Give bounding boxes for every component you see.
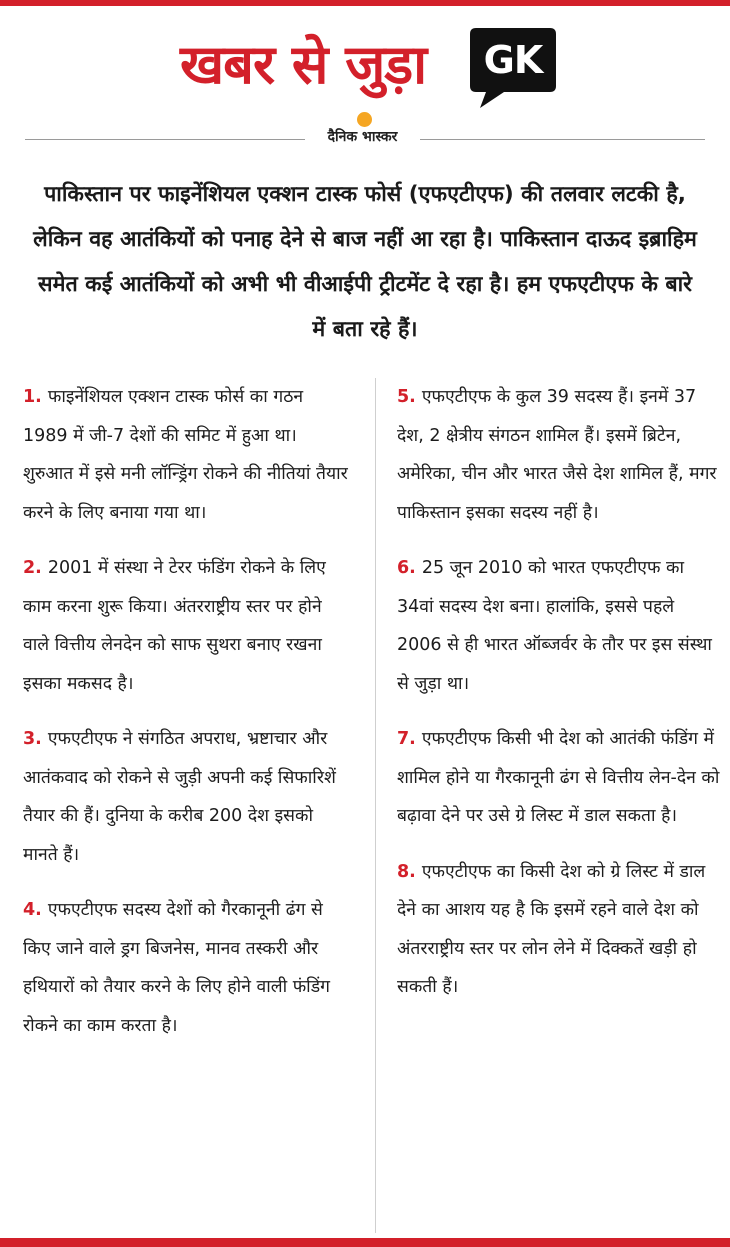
sun-dot-icon [357,112,372,127]
header [0,22,730,112]
gk-badge-label: GK [483,38,543,82]
fact-item [397,378,722,532]
fact-text: फाइनेंशियल एक्शन टास्क फोर्स का गठन 1989 में जी-7 देशों की समिट में हुआ था। शुरुआत में इसे मनी लॉन्ड्रिंग रोकने की नीतियां तैयार करने के लिए बनाया गया था। [23,387,348,523]
fact-text: एफएटीएफ सदस्य देशों को गैरकानूनी ढंग से किए जाने वाले ड्रग बिजनेस, मानव तस्करी और हथियारों को तैयार करने के लिए होने वाली फंडिंग रोकने का काम करता है। [23,900,330,1036]
fact-number: 7. [397,729,416,749]
fact-text: 25 जून 2010 को भारत एफएटीएफ का 34वां सदस्य देश बना। हालांकि, इससे पहले 2006 से ही भारत ऑब्जर्वर के तौर पर इस संस्था से जुड़ा था। [397,558,712,694]
fact-text: एफएटीएफ का किसी देश को ग्रे लिस्ट में डाल देने का आशय यह है कि इसमें रहने वाले देश को अंतरराष्ट्रीय स्तर पर लोन लेने में दिक्कतें खड़ी हो सकती हैं। [397,861,706,997]
divider-right [420,139,705,140]
divider-left [25,139,305,140]
fact-text: एफएटीएफ ने संगठित अपराध, भ्रष्टाचार और आतंकवाद को रोकने से जुड़ी अपनी कई सिफारिशें तैयार की हैं। दुनिया के करीब 200 देश इसको मानते हैं। [23,729,336,865]
fact-item [23,720,348,874]
fact-text: एफएटीएफ के कुल 39 सदस्य हैं। इनमें 37 देश, 2 क्षेत्रीय संगठन शामिल हैं। इसमें ब्रिटेन, अमेरिका, चीन और भारत जैसे देश शामिल हैं, मगर पाकिस्तान इसका सदस्य नहीं है। [397,387,717,523]
fact-number: 2. [23,558,42,578]
fact-number: 3. [23,729,42,749]
gk-badge [470,28,556,108]
brand-logo [305,112,420,152]
fact-item [397,853,722,1007]
intro-paragraph: पाकिस्तान पर फाइनेंशियल एक्शन टास्क फोर्स (एफएटीएफ) की तलवार लटकी है, लेकिन वह आतंकियों को पनाह देने से बाज नहीं आ रहा है। पाकिस्तान दाऊद इब्राहिम समेत कई आतंकियों को अभी भी वीआईपी ट्रीटमेंट दे रहा है। हम एफएटीएफ के बारे में बता रहे हैं। [33,182,697,342]
fact-number: 5. [397,387,416,407]
bottom-accent-bar [0,1238,730,1247]
fact-number: 8. [397,861,416,882]
column-divider [375,378,376,1233]
fact-item [23,549,348,703]
fact-number: 6. [397,558,416,578]
fact-item [397,549,722,703]
fact-text: 2001 में संस्था ने टेरर फंडिंग रोकने के लिए काम करना शुरू किया। अंतरराष्ट्रीय स्तर पर होने वाले वित्तीय लेनदेन को साफ सुथरा बनाए रखना इसका मकसद है। [23,558,326,694]
brand-name: दैनिक भास्कर [327,129,398,145]
top-accent-bar [0,0,730,6]
fact-item [23,378,348,532]
headline: खबर से जुड़ा [180,33,427,96]
fact-item [397,720,722,836]
fact-number: 1. [23,387,42,407]
right-column [397,378,722,1024]
left-column [23,378,348,1062]
fact-text: एफएटीएफ किसी भी देश को आतंकी फंडिंग में शामिल होने या गैरकानूनी ढंग से वित्तीय लेन-देन को बढ़ावा देने पर उसे ग्रे लिस्ट में डाल सकता है। [397,729,720,826]
fact-item [23,891,348,1045]
fact-number: 4. [23,900,42,920]
